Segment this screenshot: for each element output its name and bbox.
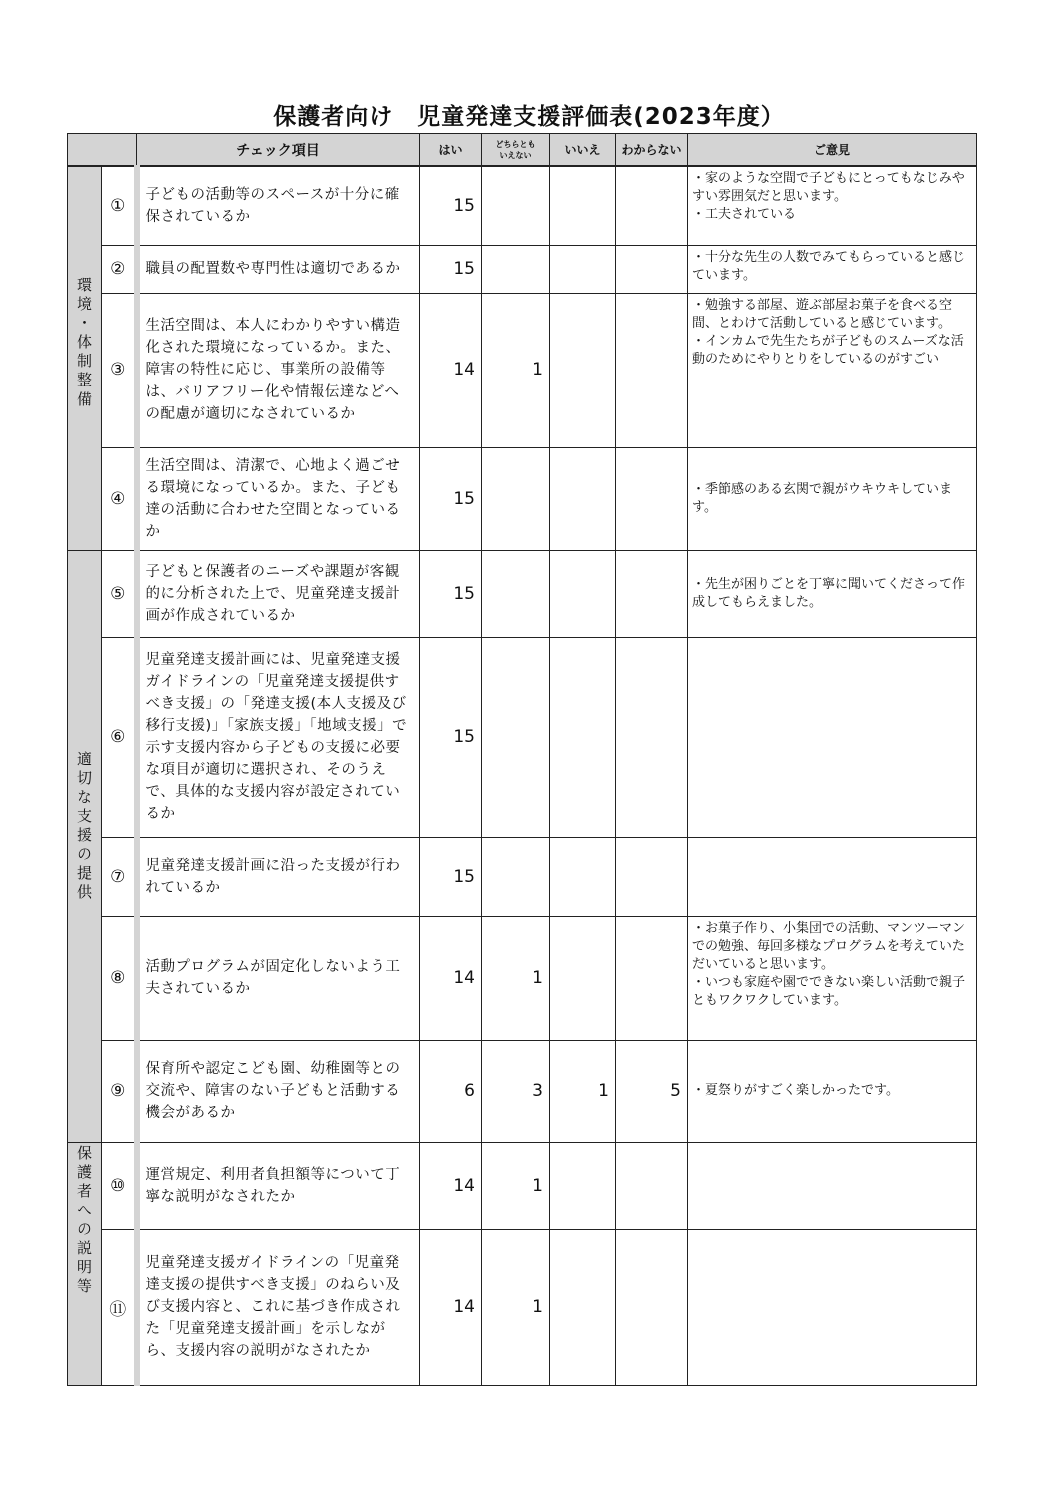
check-item-text: 児童発達支援計画に沿った支援が行われているか — [137, 837, 420, 916]
comments-cell — [688, 1040, 977, 1142]
table-row — [68, 837, 977, 916]
item-number: ② — [102, 245, 137, 293]
count-no — [550, 245, 616, 293]
count-unknown — [616, 1229, 688, 1385]
header-check-items: チェック項目 — [137, 134, 420, 167]
check-item-text: 生活空間は、清潔で、心地よく過ごせる環境になっているか。また、子ども達の活動に合わせた空間となっているか — [137, 447, 420, 550]
check-item-text: 活動プログラムが固定化しないよう工夫されているか — [137, 916, 420, 1040]
count-neither: 3 — [482, 1040, 550, 1142]
header-yes: はい — [420, 134, 482, 167]
item-number: ⑩ — [102, 1142, 137, 1229]
evaluation-table — [67, 133, 977, 1386]
comment-line: ・お菓子作り、小集団での活動、マンツーマンでの勉強、毎回多様なプログラムを考えていただいていると思います。 — [692, 920, 966, 972]
comment-line: ・夏祭りがすごく楽しかったです。 — [692, 1083, 899, 1098]
count-neither: 1 — [482, 1142, 550, 1229]
check-item-text: 生活空間は、本人にわかりやすい構造化された環境になっているか。また、障害の特性に応じ、事業所の設備等は、バリアフリー化や情報伝達などへの配慮が適切になされているか — [137, 293, 420, 447]
comments-cell — [688, 447, 977, 550]
item-number: ⑪ — [102, 1229, 137, 1385]
count-unknown — [616, 837, 688, 916]
comment-line: ・勉強する部屋、遊ぶ部屋お菓子を食べる空間、とわけて活動していると感じています。 — [692, 297, 953, 331]
table-row — [68, 1040, 977, 1142]
count-no — [550, 916, 616, 1040]
count-neither: 1 — [482, 1229, 550, 1385]
category-support — [68, 550, 102, 1142]
count-no — [550, 637, 616, 837]
count-yes: 14 — [420, 293, 482, 447]
count-no — [550, 1229, 616, 1385]
table-row — [68, 1229, 977, 1385]
check-item-text: 保育所や認定こども園、幼稚園等との交流や、障害のない子どもと活動する機会があるか — [137, 1040, 420, 1142]
comment-line: ・季節感のある玄関で親がウキウキしています。 — [692, 481, 953, 515]
count-yes: 14 — [420, 1229, 482, 1385]
count-no — [550, 447, 616, 550]
comments-cell — [688, 166, 977, 245]
table-row — [68, 1142, 977, 1229]
comments-cell — [688, 837, 977, 916]
item-number: ⑥ — [102, 637, 137, 837]
item-number: ⑤ — [102, 550, 137, 637]
check-item-text: 子どもの活動等のスペースが十分に確保されているか — [137, 166, 420, 245]
count-yes: 15 — [420, 447, 482, 550]
count-neither — [482, 245, 550, 293]
comment-line: ・先生が困りごとを丁寧に聞いてくださって作成してもらえました。 — [692, 576, 966, 610]
header-neither-text: どちらとも いえない — [495, 139, 536, 160]
table-row — [68, 447, 977, 550]
check-item-text: 児童発達支援計画には、児童発達支援ガイドラインの「児童発達支援提供すべき支援」の「発達支援(本人支援及び移行支援)」「家族支援」「地域支援」で示す支援内容から子どもの支援に必要な項目が適切に選択され、そのうえで、具体的な支援内容が設定されているか — [137, 637, 420, 837]
count-no — [550, 293, 616, 447]
count-yes: 14 — [420, 916, 482, 1040]
comment-line: ・いつも家庭や園でできない楽しい活動で親子ともワクワクしています。 — [692, 974, 966, 1008]
comment-line: ・十分な先生の人数でみてもらっていると感じています。 — [692, 249, 966, 283]
table-row — [68, 245, 977, 293]
count-yes: 14 — [420, 1142, 482, 1229]
comment-line: ・工夫されている — [692, 207, 797, 222]
header-unknown: わからない — [616, 134, 688, 167]
table-row — [68, 637, 977, 837]
count-yes: 15 — [420, 245, 482, 293]
count-unknown: 5 — [616, 1040, 688, 1142]
count-no — [550, 550, 616, 637]
header-row — [68, 134, 977, 167]
count-unknown — [616, 1142, 688, 1229]
comments-cell — [688, 245, 977, 293]
count-neither — [482, 550, 550, 637]
count-yes: 6 — [420, 1040, 482, 1142]
header-blank — [68, 134, 137, 167]
comments-cell — [688, 293, 977, 447]
count-no — [550, 166, 616, 245]
count-no — [550, 837, 616, 916]
table-row — [68, 166, 977, 245]
item-number: ④ — [102, 447, 137, 550]
check-item-text: 児童発達支援ガイドラインの「児童発達支援の提供すべき支援」のねらい及び支援内容と、これに基づき作成された「児童発達支援計画」を示しながら、支援内容の説明がなされたか — [137, 1229, 420, 1385]
table-row — [68, 550, 977, 637]
count-no — [550, 1142, 616, 1229]
count-neither — [482, 166, 550, 245]
count-yes: 15 — [420, 550, 482, 637]
count-neither: 1 — [482, 293, 550, 447]
table-row — [68, 293, 977, 447]
header-neither — [482, 134, 550, 167]
header-comments: ご意見 — [688, 134, 977, 167]
item-number: ⑨ — [102, 1040, 137, 1142]
comment-line: ・インカムで先生たちが子どものスムーズな活動のためにやりとりをしているのがすごい — [692, 333, 964, 367]
check-item-text: 運営規定、利用者負担額等について丁寧な説明がなされたか — [137, 1142, 420, 1229]
count-neither — [482, 447, 550, 550]
comments-cell — [688, 1142, 977, 1229]
count-neither: 1 — [482, 916, 550, 1040]
count-yes: 15 — [420, 637, 482, 837]
header-no: いいえ — [550, 134, 616, 167]
comments-cell — [688, 550, 977, 637]
check-item-text: 職員の配置数や専門性は適切であるか — [137, 245, 420, 293]
item-number: ① — [102, 166, 137, 245]
count-yes: 15 — [420, 837, 482, 916]
count-unknown — [616, 637, 688, 837]
check-item-text: 子どもと保護者のニーズや課題が客観的に分析された上で、児童発達支援計画が作成されているか — [137, 550, 420, 637]
count-unknown — [616, 166, 688, 245]
comments-cell — [688, 1229, 977, 1385]
category-environment — [68, 166, 102, 550]
comment-line: ・家のような空間で子どもにとってもなじみやすい雰囲気だと思います。 — [692, 171, 965, 204]
item-number: ⑧ — [102, 916, 137, 1040]
count-unknown — [616, 293, 688, 447]
category-explanation — [68, 1142, 102, 1385]
table-row — [68, 916, 977, 1040]
count-unknown — [616, 447, 688, 550]
item-number: ③ — [102, 293, 137, 447]
comments-cell — [688, 916, 977, 1040]
count-neither — [482, 837, 550, 916]
count-no: 1 — [550, 1040, 616, 1142]
page-title: 保護者向け 児童発達支援評価表(2023年度） — [273, 104, 785, 130]
category-environment-label: 環境・体制整備 — [75, 277, 93, 410]
item-number: ⑦ — [102, 837, 137, 916]
category-explanation-label: 保護者への説明等 — [75, 1144, 93, 1297]
count-unknown — [616, 550, 688, 637]
comments-cell — [688, 637, 977, 837]
count-neither — [482, 637, 550, 837]
category-support-label: 適切な支援の提供 — [75, 750, 93, 903]
count-unknown — [616, 245, 688, 293]
count-unknown — [616, 916, 688, 1040]
count-yes: 15 — [420, 166, 482, 245]
